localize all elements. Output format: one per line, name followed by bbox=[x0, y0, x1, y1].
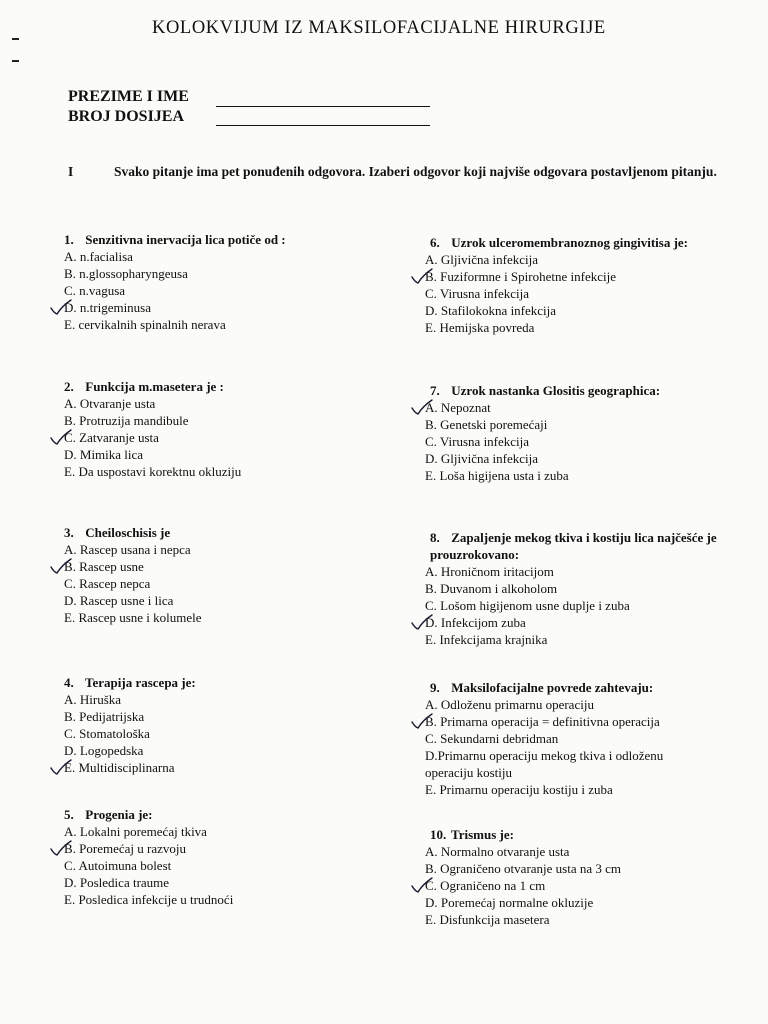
answer-option[interactable] bbox=[425, 894, 755, 911]
option-label: E. Hemijska povreda bbox=[425, 320, 535, 335]
answer-option[interactable] bbox=[64, 558, 394, 575]
question-1 bbox=[64, 231, 394, 333]
answer-option[interactable] bbox=[425, 563, 755, 580]
option-label: D. Posledica traume bbox=[64, 875, 170, 890]
option-label: C. Sekundarni debridman bbox=[425, 731, 559, 746]
option-label: E. Da uspostavi korektnu okluziju bbox=[64, 464, 242, 479]
option-label: D. Infekcijom zuba bbox=[425, 615, 526, 630]
option-label: E. Disfunkcija masetera bbox=[425, 912, 550, 927]
question-4 bbox=[64, 674, 394, 776]
option-label: B. Ograničeno otvaranje usta na 3 cm bbox=[425, 861, 622, 876]
answer-option[interactable] bbox=[425, 268, 755, 285]
option-label: A. Lokalni poremećaj tkiva bbox=[64, 824, 207, 839]
option-label: B. Rascep usne bbox=[64, 559, 144, 574]
option-label: C. Ograničeno na 1 cm bbox=[425, 878, 546, 893]
question-number: 4. bbox=[64, 675, 74, 690]
answer-option[interactable] bbox=[425, 251, 755, 268]
answer-option[interactable] bbox=[64, 575, 394, 592]
option-label: C. Virusna infekcija bbox=[425, 286, 530, 301]
question-text bbox=[425, 826, 755, 843]
section-number: I bbox=[68, 164, 74, 179]
option-label: C. n.vagusa bbox=[64, 283, 126, 298]
answer-option[interactable] bbox=[425, 781, 755, 798]
question-label: Trismus je: bbox=[451, 827, 514, 842]
answer-option[interactable] bbox=[425, 631, 755, 648]
question-label: Terapija rascepa je: bbox=[85, 675, 196, 690]
option-label: A. Hroničnom iritacijom bbox=[425, 564, 554, 579]
instructions bbox=[68, 163, 768, 180]
answer-option[interactable] bbox=[425, 911, 755, 928]
answer-option[interactable] bbox=[64, 725, 394, 742]
question-number: 7. bbox=[430, 383, 440, 398]
answer-option[interactable] bbox=[64, 609, 394, 626]
answer-option[interactable] bbox=[425, 433, 755, 450]
answer-option[interactable] bbox=[425, 696, 755, 713]
option-label: A. Nepoznat bbox=[425, 400, 491, 415]
question-number: 1. bbox=[64, 232, 74, 247]
file-number-label: BROJ DOSIJEA bbox=[68, 108, 185, 125]
answer-option[interactable] bbox=[425, 399, 755, 416]
answer-option[interactable] bbox=[64, 248, 394, 265]
answer-option[interactable] bbox=[425, 730, 755, 747]
option-label: B. Genetski poremećaji bbox=[425, 417, 548, 432]
answer-option[interactable] bbox=[425, 416, 755, 433]
option-label: D. Rascep usne i lica bbox=[64, 593, 174, 608]
answer-option[interactable] bbox=[64, 742, 394, 759]
option-label: B. Primarna operacija = definitivna operacija bbox=[425, 714, 660, 729]
option-label: A. Otvaranje usta bbox=[64, 396, 156, 411]
answer-option[interactable] bbox=[64, 541, 394, 558]
option-label: C. Stomatološka bbox=[64, 726, 150, 741]
option-label: C. Lošom higijenom usne duplje i zuba bbox=[425, 598, 630, 613]
question-number: 9. bbox=[430, 680, 440, 695]
answer-option[interactable] bbox=[64, 840, 394, 857]
option-label: C. Virusna infekcija bbox=[425, 434, 530, 449]
option-label: A. Rascep usana i nepca bbox=[64, 542, 191, 557]
question-8 bbox=[425, 529, 755, 648]
answer-option[interactable] bbox=[64, 592, 394, 609]
option-label: B. Pedijatrijska bbox=[64, 709, 145, 724]
option-label: A. Hiruška bbox=[64, 692, 122, 707]
option-label: B. Fuziformne i Spirohetne infekcije bbox=[425, 269, 616, 284]
option-label: A. Odloženu primarnu operaciju bbox=[425, 697, 594, 712]
answer-option[interactable] bbox=[64, 395, 394, 412]
question-text bbox=[64, 378, 394, 395]
answer-option[interactable] bbox=[425, 747, 665, 781]
question-text bbox=[425, 382, 755, 399]
option-label: E. Rascep usne i kolumele bbox=[64, 610, 202, 625]
answer-option[interactable] bbox=[425, 843, 755, 860]
option-label: B. n.glossopharyngeusa bbox=[64, 266, 188, 281]
question-text bbox=[64, 674, 394, 691]
option-label: B. Protruzija mandibule bbox=[64, 413, 189, 428]
answer-option[interactable] bbox=[64, 823, 394, 840]
option-label: D. Mimika lica bbox=[64, 447, 144, 462]
answer-option[interactable] bbox=[425, 450, 755, 467]
question-text bbox=[64, 231, 394, 248]
margin-mark bbox=[12, 38, 19, 40]
option-label: A. Normalno otvaranje usta bbox=[425, 844, 570, 859]
answer-option[interactable] bbox=[425, 319, 755, 336]
option-label: A. Gljivična infekcija bbox=[425, 252, 538, 267]
question-number: 6. bbox=[430, 235, 440, 250]
question-5 bbox=[64, 806, 394, 908]
option-label: C. Autoimuna bolest bbox=[64, 858, 172, 873]
question-6 bbox=[425, 234, 755, 336]
option-label: C. Rascep nepca bbox=[64, 576, 151, 591]
question-number: 5. bbox=[64, 807, 74, 822]
option-label: C. Zatvaranje usta bbox=[64, 430, 159, 445]
option-label: E. Multidisciplinarna bbox=[64, 760, 175, 775]
answer-option[interactable] bbox=[425, 580, 755, 597]
question-label: Zapaljenje mekog tkiva i kostiju lica najčešće je prouzrokovano: bbox=[430, 530, 717, 562]
question-text bbox=[425, 234, 755, 251]
answer-option[interactable] bbox=[64, 316, 394, 333]
answer-option[interactable] bbox=[425, 302, 755, 319]
question-number: 10. bbox=[430, 827, 447, 842]
question-label: Uzrok ulceromembranoznog gingivitisa je: bbox=[451, 235, 688, 250]
answer-option[interactable] bbox=[64, 708, 394, 725]
question-10 bbox=[425, 826, 755, 928]
question-9 bbox=[425, 679, 755, 798]
file-number-field-line[interactable] bbox=[216, 125, 430, 126]
name-label: PREZIME I IME bbox=[68, 88, 189, 105]
answer-option[interactable] bbox=[425, 285, 755, 302]
answer-option[interactable] bbox=[64, 429, 394, 446]
answer-option[interactable] bbox=[64, 463, 394, 480]
question-number: 3. bbox=[64, 525, 74, 540]
margin-mark bbox=[12, 60, 19, 62]
answer-option[interactable] bbox=[64, 446, 394, 463]
option-label: D. Stafilokokna infekcija bbox=[425, 303, 557, 318]
answer-option[interactable] bbox=[64, 299, 394, 316]
answer-option[interactable] bbox=[64, 891, 394, 908]
question-label: Maksilofacijalne povrede zahtevaju: bbox=[451, 680, 654, 695]
question-label: Senzitivna inervacija lica potiče od : bbox=[85, 232, 286, 247]
option-label: D. Poremećaj normalne okluzije bbox=[425, 895, 594, 910]
option-label: E. cervikalnih spinalnih nerava bbox=[64, 317, 226, 332]
option-label: D. n.trigeminusa bbox=[64, 300, 152, 315]
answer-option[interactable] bbox=[425, 467, 755, 484]
question-3 bbox=[64, 524, 394, 626]
option-label: E. Loša higijena usta i zuba bbox=[425, 468, 569, 483]
question-label: Uzrok nastanka Glositis geographica: bbox=[451, 383, 661, 398]
answer-option[interactable] bbox=[64, 265, 394, 282]
option-label: B. Duvanom i alkoholom bbox=[425, 581, 558, 596]
option-label: A. n.facialisa bbox=[64, 249, 133, 264]
answer-option[interactable] bbox=[425, 877, 755, 894]
answer-option[interactable] bbox=[425, 860, 755, 877]
instructions-text: Svako pitanje ima pet ponuđenih odgovora. Izaberi odgovor koji najviše odgovara postavljenom pitanju. bbox=[114, 164, 717, 179]
question-text bbox=[425, 529, 755, 563]
answer-option[interactable] bbox=[64, 759, 394, 776]
question-7 bbox=[425, 382, 755, 484]
option-label: E. Posledica infekcije u trudnoći bbox=[64, 892, 234, 907]
answer-option[interactable] bbox=[425, 713, 755, 730]
exam-title: KOLOKVIJUM IZ MAKSILOFACIJALNE HIRURGIJE bbox=[152, 18, 606, 38]
question-number: 2. bbox=[64, 379, 74, 394]
question-text bbox=[64, 524, 394, 541]
answer-option[interactable] bbox=[425, 597, 755, 614]
option-label: E. Primarnu operaciju kostiju i zuba bbox=[425, 782, 613, 797]
option-label: D. Logopedska bbox=[64, 743, 144, 758]
option-label: D.Primarnu operaciju mekog tkiva i odloženu operaciju kostiju bbox=[425, 748, 664, 780]
answer-option[interactable] bbox=[64, 874, 394, 891]
question-2 bbox=[64, 378, 394, 480]
answer-option[interactable] bbox=[64, 282, 394, 299]
option-label: D. Gljivična infekcija bbox=[425, 451, 538, 466]
option-label: B. Poremećaj u razvoju bbox=[64, 841, 187, 856]
answer-option[interactable] bbox=[64, 412, 394, 429]
answer-option[interactable] bbox=[64, 691, 394, 708]
question-label: Progenia je: bbox=[85, 807, 153, 822]
question-label: Funkcija m.masetera je : bbox=[85, 379, 224, 394]
question-label: Cheiloschisis je bbox=[85, 525, 171, 540]
name-field-line[interactable] bbox=[216, 106, 430, 107]
question-number: 8. bbox=[430, 530, 440, 545]
question-text bbox=[64, 806, 394, 823]
answer-option[interactable] bbox=[64, 857, 394, 874]
option-label: E. Infekcijama krajnika bbox=[425, 632, 548, 647]
answer-option[interactable] bbox=[425, 614, 755, 631]
question-text bbox=[425, 679, 755, 696]
